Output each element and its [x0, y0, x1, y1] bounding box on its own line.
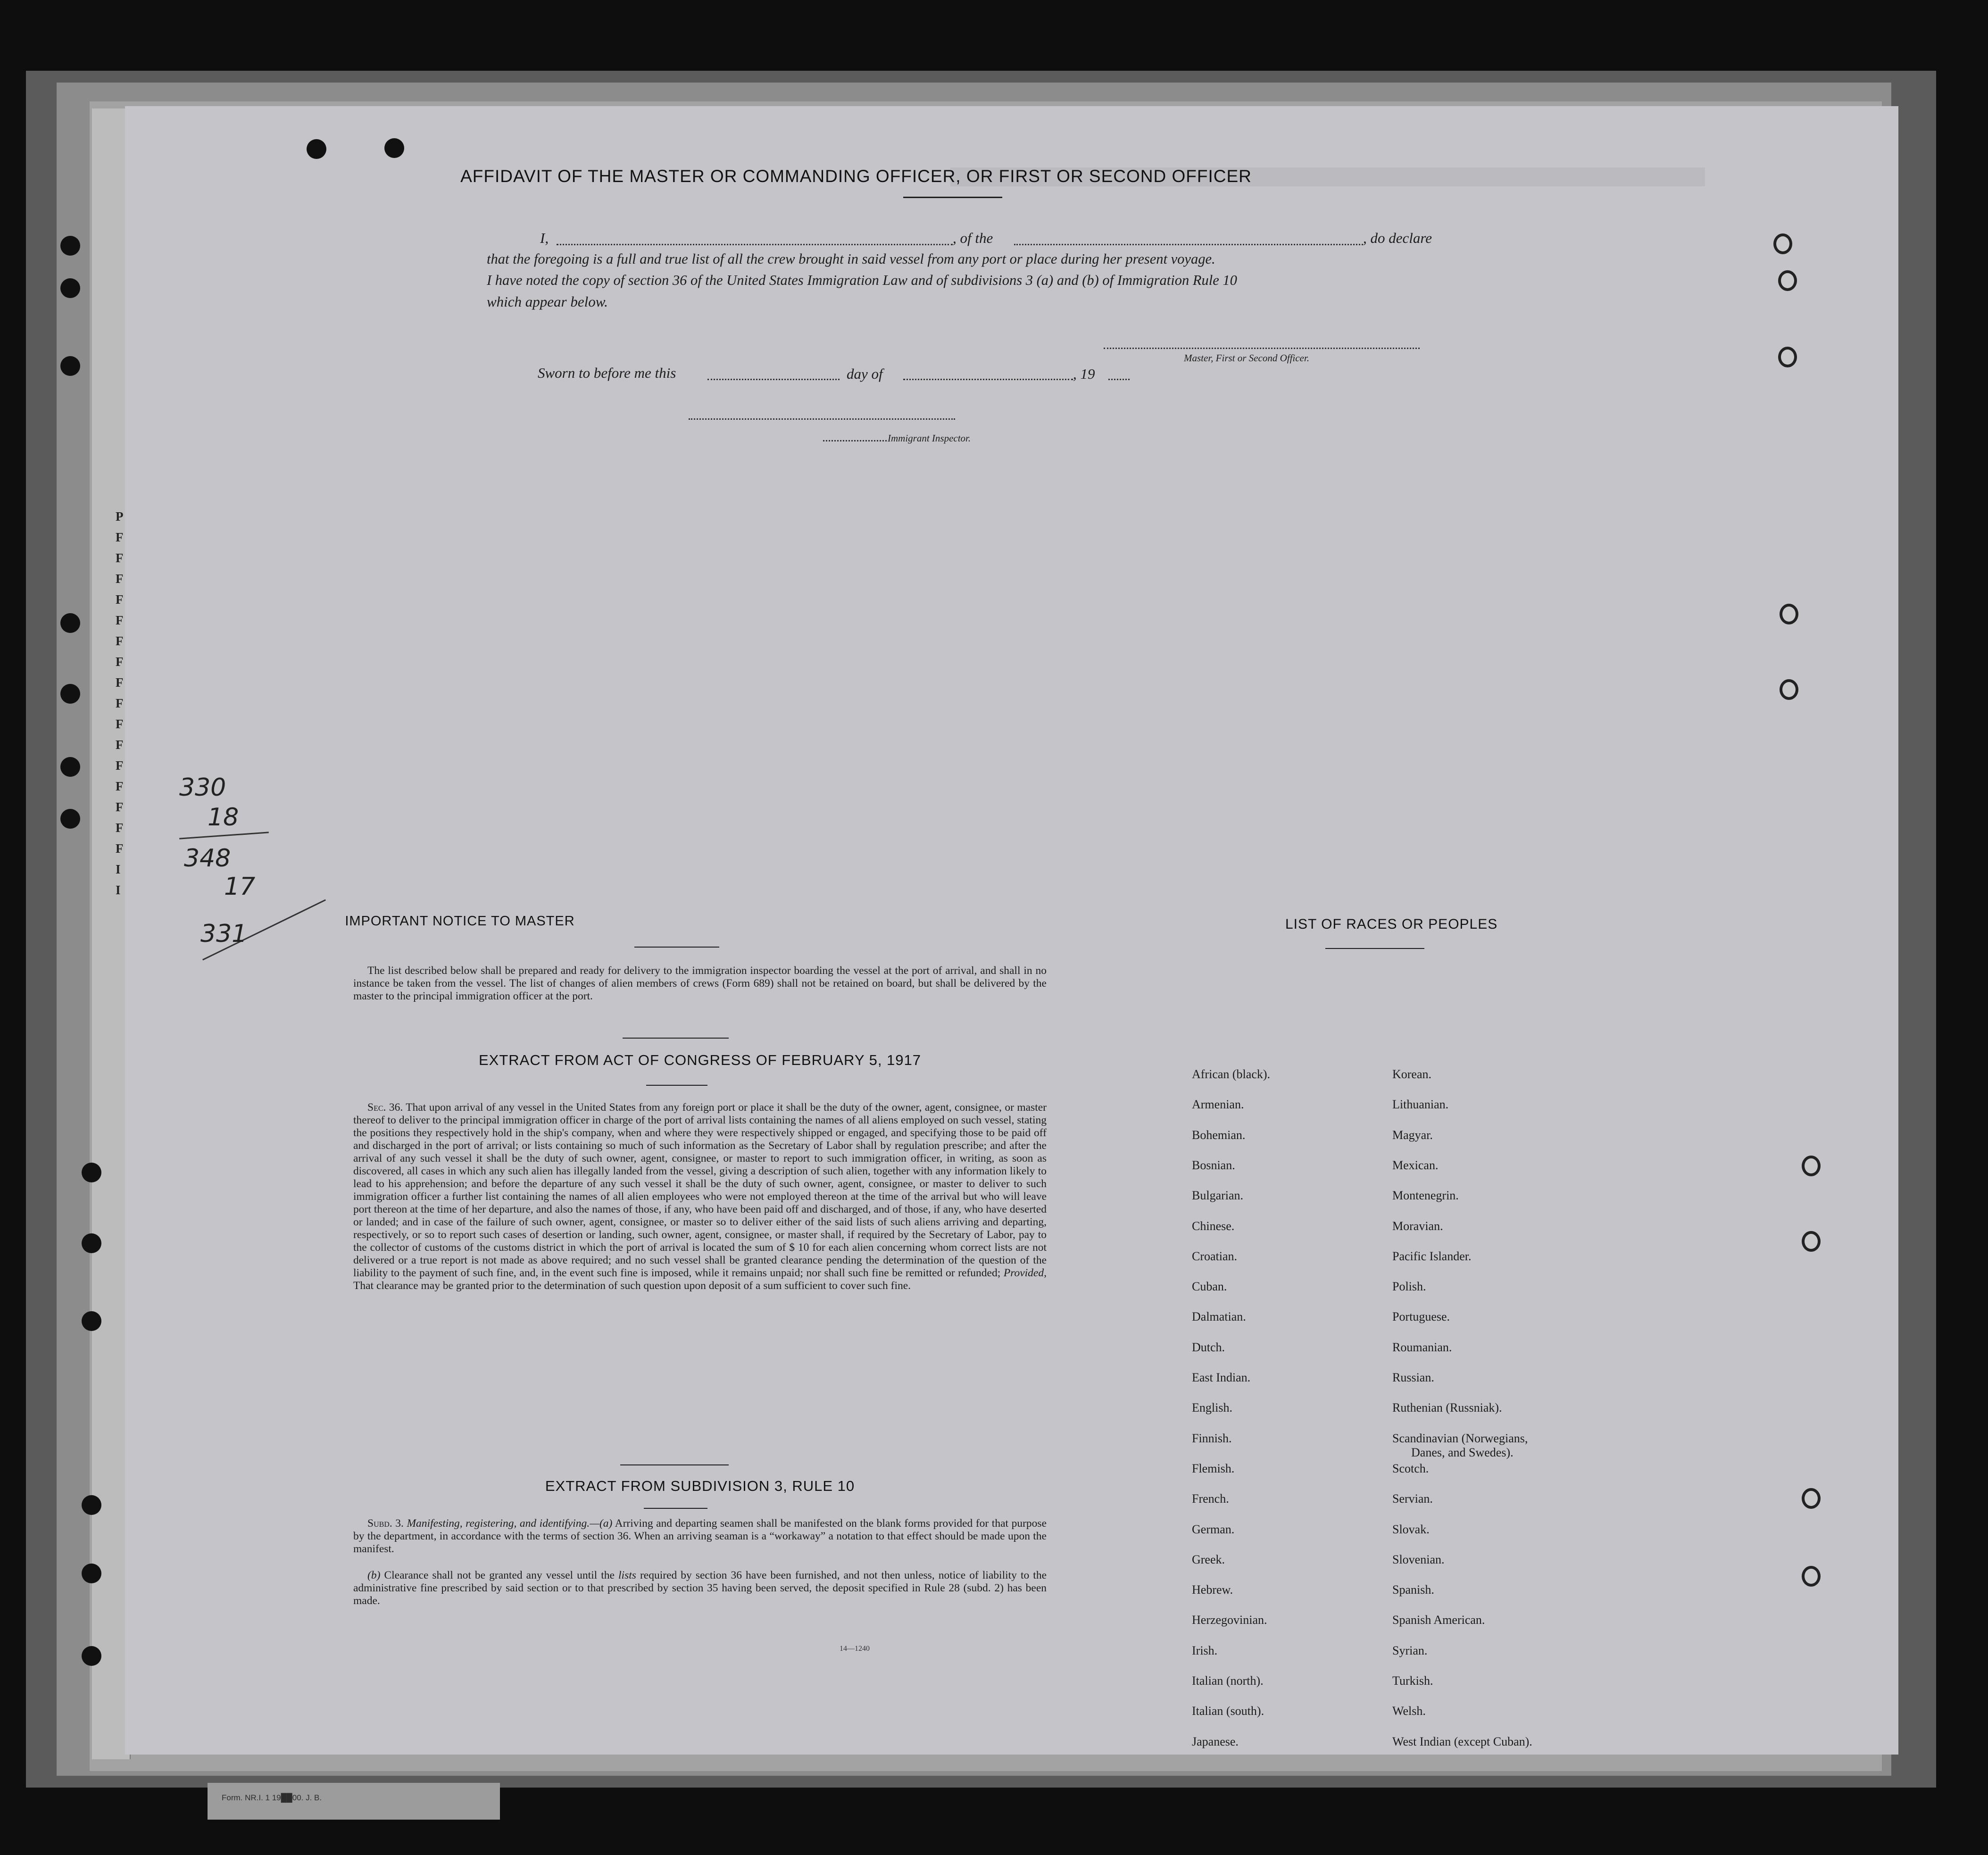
races-col2-item: Welsh.	[1392, 1704, 1426, 1718]
sworn-day-blank[interactable]	[707, 379, 840, 380]
punch-hole-ring	[1802, 1566, 1821, 1587]
races-col2-item: Roumanian.	[1392, 1340, 1452, 1354]
handwritten-number: 330	[179, 774, 226, 802]
margin-letter: F	[116, 696, 124, 710]
vessel-blank[interactable]	[1014, 244, 1363, 245]
races-col1-item: French.	[1192, 1492, 1229, 1506]
races-col1-item: Chinese.	[1192, 1219, 1235, 1233]
form-number: 14—1240	[840, 1645, 870, 1653]
punch-hole	[82, 1564, 101, 1583]
races-col2-item: Mexican.	[1392, 1158, 1439, 1172]
races-col1-item: Irish.	[1192, 1643, 1218, 1657]
races-col1-item: Croatian.	[1192, 1249, 1238, 1263]
sworn-day-of: day of	[847, 366, 883, 382]
notice-title: IMPORTANT NOTICE TO MASTER	[345, 914, 575, 929]
punch-hole	[384, 138, 404, 158]
sworn-text: Sworn to before me this	[538, 365, 676, 381]
races-col1-item: Dalmatian.	[1192, 1310, 1246, 1324]
races-col2-item: Danes, and Swedes).	[1411, 1445, 1514, 1459]
punch-hole-ring	[1802, 1231, 1821, 1252]
inspector-short-blank	[823, 440, 887, 441]
bottom-form-tab	[208, 1783, 500, 1820]
races-col2-item: Slovak.	[1392, 1522, 1430, 1536]
races-col2-item: Ruthenian (Russniak).	[1392, 1401, 1502, 1415]
margin-letter: F	[116, 779, 124, 793]
races-col1-item: Herzegovinian.	[1192, 1613, 1267, 1627]
races-col1-item: German.	[1192, 1522, 1235, 1536]
races-col2-item: Pacific Islander.	[1392, 1249, 1472, 1263]
rule-underline	[644, 1508, 707, 1509]
races-col1-item: English.	[1192, 1401, 1232, 1415]
handwritten-number: 17	[224, 873, 256, 901]
margin-letter: F	[116, 655, 124, 669]
notice-underline	[634, 947, 719, 948]
affidavit-do-declare: , do declare	[1363, 230, 1432, 246]
races-col1-item: Italian (south).	[1192, 1704, 1264, 1718]
races-col2-item: Magyar.	[1392, 1128, 1433, 1142]
act-title: EXTRACT FROM ACT OF CONGRESS OF FEBRUARY 5, 1917	[478, 1052, 922, 1068]
document-sheet	[125, 106, 1898, 1755]
affidavit-line-3: I have noted the copy of section 36 of the United States Immigration Law and of subdivisions 3 (a) and (b) of Immigration Rule 10	[487, 272, 1237, 288]
margin-letter: F	[116, 572, 124, 586]
margin-letter: P	[116, 509, 124, 524]
act-underline	[646, 1085, 707, 1086]
races-col1-item: Cuban.	[1192, 1280, 1227, 1294]
name-blank[interactable]	[557, 244, 953, 245]
races-col2-item: Slovenian.	[1392, 1552, 1445, 1566]
sworn-year-blank[interactable]	[1108, 379, 1130, 380]
punch-hole	[60, 684, 80, 704]
margin-letter: F	[116, 592, 124, 607]
title-underline	[903, 197, 1002, 198]
races-col1-item: African (black).	[1192, 1067, 1271, 1081]
races-col2-item: Russian.	[1392, 1371, 1434, 1384]
handwritten-number: 348	[184, 844, 231, 873]
races-col1-item: Bulgarian.	[1192, 1189, 1244, 1203]
margin-letter: F	[116, 800, 124, 814]
margin-letter: F	[116, 675, 124, 690]
races-col2-item: Spanish.	[1392, 1583, 1434, 1597]
margin-letter: I	[116, 883, 121, 897]
sworn-year: , 19	[1073, 366, 1095, 382]
punch-hole	[60, 278, 80, 298]
races-col2-item: Montenegrin.	[1392, 1189, 1459, 1203]
master-signature-blank[interactable]	[1104, 348, 1420, 349]
punch-hole-ring	[1802, 1488, 1821, 1509]
races-col2-item: Lithuanian.	[1392, 1098, 1449, 1112]
punch-hole	[82, 1233, 101, 1253]
punch-hole-ring	[1778, 347, 1797, 367]
margin-letter: F	[116, 758, 124, 773]
races-col2-item: West Indian (except Cuban).	[1392, 1734, 1532, 1748]
races-col2-item: Korean.	[1392, 1067, 1432, 1081]
punch-hole	[82, 1163, 101, 1182]
races-col1-item: Italian (north).	[1192, 1674, 1264, 1688]
races-col1-item: Finnish.	[1192, 1431, 1232, 1445]
margin-letter: I	[116, 862, 121, 876]
races-col2-item: Portuguese.	[1392, 1310, 1450, 1324]
act-text: Sec. 36. That upon arrival of any vessel in the United States from any foreign port or place it shall be the duty of the owner, agent, consignee, or master thereof to deliver to the principal immigration officer in charge of the port of arrival lists containing the names of all aliens employed on such vessel, stating the positions they respectively hold in the ship's company, when and where they were respectively shipped or engaged, and specifying those to be paid off and discharged in the port of arrival; or lists containing so much of such information as the Secretary of Labor shall by regulation prescribe; and after the arrival of any such vessel it shall be the duty of such owner, agent, consignee, or master to report to such immigration officer, in writing, as soon as discovered, all cases in which any such alien has illegally landed from the vessel, giving a description of such alien, together with any information likely to lead to his apprehension; and before the departure of any such vessel it shall be the duty of such owner, agent, consignee, or master to deliver to such immigration officer a further list containing the names of all alien employees who were not employed thereon at the time of the arrival but who will leave port thereon at the time of her departure, and also the names of those, if any, who have been paid off and discharged, and of those, if any, who have deserted or landed; and in case of the failure of such owner, agent, consignee, or master so to deliver either of the said lists of such aliens arriving and departing, respectively, or so to report such cases of desertion or landing, such owner, agent, consignee, or master shall, if required by the Secretary of Labor, pay to the collector of customs of the customs district in which the port of arrival is located the sum of $ 10 for each alien concerning whom correct lists are not delivered or a true report is not made as above required; and no such vessel shall be granted clearance pending the determination of the question of the liability to the payment of such fine, and, in the event such fine is imposed, while it remains unpaid; nor shall such fine be remitted or refunded; Provided, That clearance may be granted prior to the determination of such question upon deposit of a sum sufficient to cover such fine.	[353, 1101, 1047, 1292]
races-col2-item: Spanish American.	[1392, 1613, 1485, 1627]
races-underline	[1325, 948, 1424, 949]
rule-text-b: (b) Clearance shall not be granted any vessel until the lists required by section 36 have been furnished, and not then unless, notice of liability to the administrative fine prescribed by said section or to that prescribed by section 35 having been served, the deposit specified in Rule 28 (subd. 2) has been made.	[353, 1569, 1047, 1607]
margin-letter: F	[116, 551, 124, 565]
races-title: LIST OF RACES OR PEOPLES	[1285, 916, 1498, 932]
affidavit-line-4: which appear below.	[487, 293, 608, 310]
sworn-month-blank[interactable]	[903, 379, 1073, 380]
punch-hole	[307, 139, 326, 159]
inspector-label: Immigrant Inspector.	[888, 433, 971, 444]
punch-hole	[60, 757, 80, 777]
rule-title: EXTRACT FROM SUBDIVISION 3, RULE 10	[545, 1478, 855, 1494]
races-col1-item: Flemish.	[1192, 1461, 1235, 1475]
races-col1-item: Bosnian.	[1192, 1158, 1235, 1172]
margin-letter: F	[116, 613, 124, 627]
races-col2-item: Moravian.	[1392, 1219, 1443, 1233]
margin-letter: F	[116, 841, 124, 856]
affidavit-title: AFFIDAVIT OF THE MASTER OR COMMANDING OFFICER, OR FIRST OR SECOND OFFICER	[460, 166, 1252, 186]
punch-hole	[60, 613, 80, 633]
races-col1-item: Hebrew.	[1192, 1583, 1233, 1597]
punch-hole-ring	[1773, 233, 1792, 254]
handwritten-number: 331	[200, 920, 248, 948]
punch-hole	[82, 1311, 101, 1331]
notice-text: The list described below shall be prepared and ready for delivery to the immigration inspector boarding the vessel at the port of arrival, and shall in no instance be taken from the vessel. The list of changes of alien members of crews (Form 689) shall not be retained on board, but shall be delivered by the master to the principal immigration officer at the port.	[353, 965, 1047, 1002]
handwritten-rule	[179, 832, 269, 839]
margin-letter: F	[116, 530, 124, 544]
act-separator	[620, 1464, 729, 1465]
margin-letter: F	[116, 634, 124, 648]
punch-hole	[82, 1495, 101, 1515]
races-col2-item: Scandinavian (Norwegians,	[1392, 1431, 1528, 1445]
affidavit-of-the: , of the	[953, 230, 993, 246]
races-col1-item: Greek.	[1192, 1552, 1225, 1566]
punch-hole	[82, 1646, 101, 1666]
races-col2-item: Scotch.	[1392, 1461, 1429, 1475]
inspector-signature-blank[interactable]	[689, 418, 955, 420]
margin-letter: F	[116, 738, 124, 752]
punch-hole-ring	[1780, 604, 1798, 624]
races-col1-item: Bohemian.	[1192, 1128, 1246, 1142]
master-signature-label: Master, First or Second Officer.	[1184, 352, 1309, 364]
margin-letter: F	[116, 821, 124, 835]
punch-hole-ring	[1778, 270, 1797, 291]
punch-hole-ring	[1780, 679, 1798, 700]
races-col1-item: Japanese.	[1192, 1734, 1239, 1748]
punch-hole	[60, 236, 80, 256]
handwritten-number: 18	[208, 803, 239, 832]
races-col2-item: Servian.	[1392, 1492, 1433, 1506]
races-col1-item: Dutch.	[1192, 1340, 1225, 1354]
affidavit-i: I,	[540, 230, 549, 246]
races-col1-item: Armenian.	[1192, 1098, 1244, 1112]
races-col1-item: East Indian.	[1192, 1371, 1251, 1384]
margin-letter: F	[116, 717, 124, 731]
rule-text-a: Subd. 3. Manifesting, registering, and identifying.—(a) Arriving and departing seamen shall be manifested on the blank forms provided for that purpose by the department, in accordance with the terms of section 36. When an arriving seaman is a “workaway” a notation to that effect should be made upon the manifest.	[353, 1517, 1047, 1555]
races-col2-item: Turkish.	[1392, 1674, 1433, 1688]
punch-hole	[60, 356, 80, 376]
races-col2-item: Syrian.	[1392, 1643, 1428, 1657]
affidavit-line-2: that the foregoing is a full and true list of all the crew brought in said vessel from any port or place during her present voyage.	[487, 251, 1215, 267]
notice-separator	[623, 1038, 729, 1039]
punch-hole-ring	[1802, 1156, 1821, 1176]
bottom-form-label: Form. NR.I. 1 19██00. J. B.	[222, 1793, 322, 1802]
races-col2-item: Polish.	[1392, 1280, 1426, 1294]
punch-hole	[60, 809, 80, 829]
